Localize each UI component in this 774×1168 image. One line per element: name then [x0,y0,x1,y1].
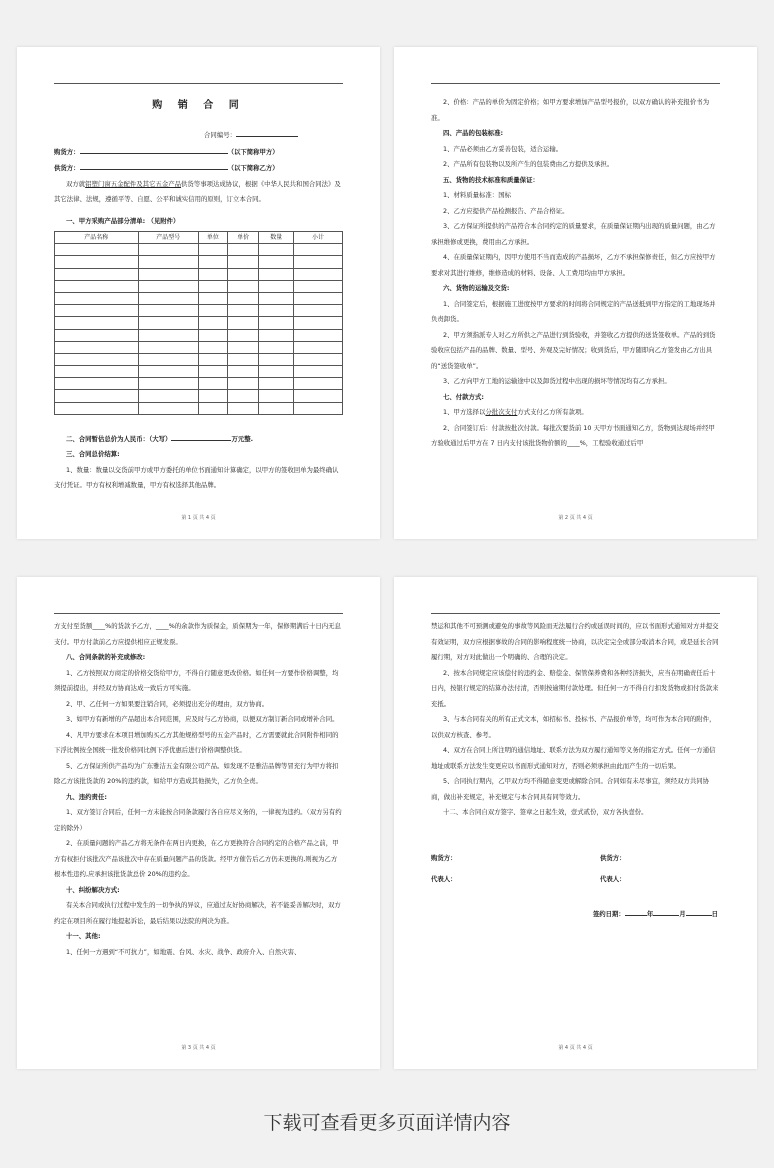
table-cell [55,292,139,304]
contract-no-label: 合同编号： [204,131,236,139]
table-row [55,292,343,304]
table-cell [138,280,198,292]
col-product-name: 产品名称 [55,232,139,244]
clause-9-1: 1、双方签订合同后，任何一方未能按合同条款履行各自应尽义务的，一律视为违约。（双方另有约定的除外） [54,808,342,832]
table-body [55,244,343,415]
page-footer: 第 4 页 共 4 页 [558,1045,593,1051]
section-9-heading: 九、违约责任: [66,792,107,801]
clause-11-2: 2、按本合同规定应该偿付的违约金、赔偿金、保管保养费和各种经济损失，应当在明确责任后十日内，按银行规定的结算办法付清，否则按逾期付款处理。但任何一方不得自行扣发货物或扣付货款来充抵。 [431,668,719,708]
table-cell [259,280,294,292]
table-cell [227,280,259,292]
table-header-row [55,232,343,244]
table-cell [227,341,259,353]
clause-3-1: 1、数量：数量以交货前甲方或甲方委托的单位书面通知计算确定，以甲方的签收回单为最终确认支付凭证。甲方有权利增减数量，甲方有权选择其他品牌。 [54,465,339,490]
table-cell [198,244,227,256]
seller-blank [80,160,228,170]
download-caption: 下载可查看更多页面详情内容 [263,1112,511,1134]
table-cell [198,268,227,280]
section-10-heading: 十、纠纷解决方式: [66,885,120,894]
clause-7-1 [431,405,720,421]
month-blank [653,906,679,916]
page-footer: 第 1 页 共 4 页 [181,515,216,521]
table-cell [198,280,227,292]
buyer-suffix: （以下简称甲方） [227,147,279,156]
buyer-row [54,144,343,161]
table-cell [259,305,294,317]
table-cell [138,390,198,402]
table-cell [294,317,343,329]
table-cell [198,317,227,329]
amount-row [54,431,343,448]
table-cell [55,353,139,365]
table-cell [198,256,227,268]
product-table [54,231,343,415]
table-cell [198,305,227,317]
amount-blank [171,431,231,441]
section-6-heading: 六、货物的运输及交货: [443,284,510,292]
table-cell [294,390,343,402]
table-cell [294,402,343,414]
table-cell [259,317,294,329]
table-cell [138,256,198,268]
table-cell [55,390,139,402]
table-cell [294,353,343,365]
clause-8-3: 3、如甲方有新增的产品超出本合同范围，应及时与乙方协商，以便双方制订新合同或增补合同。 [66,715,339,723]
table-cell [227,256,259,268]
table-cell [259,353,294,365]
clause-8-4: 4、凡甲方要求在本项目增加购买乙方其他规格型号的五金产品时，乙方需要就此合同附件相同的下浮比例按全国统一批发价格同比例下浮优惠后进行价格调整供货。 [54,730,339,754]
table-cell [55,268,139,280]
table-cell [138,305,198,317]
table-cell [138,329,198,341]
clause-8-1: 1、乙方按照双方商定的价格交货给甲方，不得自行随意更改价格。如任何一方要作价格调整，均须提前提出，并经双方协商达成一致后方可实施。 [54,668,339,692]
sign-date-row [431,906,720,923]
table-cell [138,292,198,304]
amount-suffix: 万元整. [231,434,254,443]
page-footer: 第 3 页 共 4 页 [181,1045,216,1051]
table-cell [55,329,139,341]
settlement-heading: 三、合同总价结算: [66,450,120,459]
signature-parties-row [431,851,720,867]
clause-7-2: 2、合同签订后：付款按批次付款。每批次要货前 10 天甲方书面通知乙方，货物到达现场并经甲方验收通过后甲方在 7 日内支付该批货物价额的____%，工程验收通过后甲 [431,423,715,447]
clause-7-1-c: 方式支付乙方所有款项。 [517,408,588,416]
table-cell [198,390,227,402]
table-cell [198,292,227,304]
section-7-heading: 七、付款方式: [443,392,484,401]
table-row [55,390,343,402]
day-label: 日 [711,909,718,918]
buyer-blank [80,144,228,154]
header-rule [431,613,720,614]
table-cell [227,305,259,317]
table-row [55,353,343,365]
table-cell [259,244,294,256]
table-row [55,305,343,317]
clause-11-4: 4、双方在合同上所注明的通信地址、联系方法为双方履行通知等义务的指定方式。任何一方通信地址或联系方法发生变更应以书面形式通知对方，否则必须承担由此而产生的一切后果。 [431,746,716,770]
col-subtotal: 小计 [294,232,343,244]
table-cell [294,256,343,268]
page4-continued-text: 禁运和其他不可预测或避免的事故等风险而无法履行合约或延误时间的，应以书面形式通知对方并提交有效证明，双方应根据事故的合同的影响程度统一协商，以决定完全或部分取消本合同，或是延长合同履行期，对方对此做出一个明确的、合理的决定。 [431,622,719,661]
table-cell [259,402,294,414]
table-cell [294,305,343,317]
seller-label: 供货方： [54,164,80,172]
day-blank [686,906,712,916]
table-cell [138,378,198,390]
sign-buyer-rep: 代表人： [431,875,457,883]
clause-8-2: 2、甲、乙任何一方如果要注销合同，必须提出充分的理由，双方协商。 [66,699,269,708]
table-cell [138,366,198,378]
clause-5-1: 1、材料质量标准：国标 [443,191,511,199]
table-cell [227,366,259,378]
table-cell [55,305,139,317]
table-cell [55,280,139,292]
clause-12: 十二、本合同自双方签字、签章之日起生效，壹式贰份，双方各执壹份。 [443,808,648,816]
clause-4-2: 2、产品所有包装物以及所产生的包装费由乙方提供及承担。 [443,160,614,168]
table-cell [227,353,259,365]
payment-method: 分批次支付 [485,408,518,416]
clause-3-2: 2、价格：产品的单价为固定价格；如甲方要求增加产品型号报价，以双方确认的补充报价书为准。 [431,98,710,122]
table-cell [198,353,227,365]
table-cell [198,341,227,353]
contract-no-row [54,127,343,144]
table-cell [138,268,198,280]
col-quantity: 数量 [259,232,294,244]
clause-11-1: 1、任何一方遇到“不可抗力”，如地震、台风、水灾、战争、政府介入、自然灾害、 [66,947,301,956]
clause-6-2: 2、甲方须指派专人对乙方所供之产品进行到货验收，并签收乙方提供的送货签收单。产品的到货验收应包括产品的品牌、数量、型号、外观及完好情况；收到货后，甲方随即向乙方签发由乙方出具的“送货签收单”。 [431,330,716,370]
table-row [55,402,343,414]
year-blank [625,906,647,916]
clause-5-3: 3、乙方保证所提供的产品符合本合同约定的质量要求，在质量保证期内出现的质量问题，由乙方承担维修或更换，费用由乙方承担。 [431,222,716,246]
contract-page-2 [394,47,757,539]
clause-6-3: 3、乙方向甲方工地的运输途中以及卸货过程中出现的损坏等情况均有乙方承担。 [443,377,671,385]
clause-8-5: 5、乙方保证所供产品均为广东雅洁五金有限公司产品。如发现不是雅洁品牌等冒充行为甲方将扣除乙方该批货款的 20%的违约款，如给甲方造成其他损失，乙方负全责。 [54,761,339,785]
table-cell [55,366,139,378]
table-cell [55,378,139,390]
clause-7-1-a: 1、甲方选择以 [443,408,486,416]
section-8-heading: 八、合同条款的补充或修改: [66,653,146,661]
seller-suffix: （以下简称乙方） [227,164,279,172]
sign-seller-rep: 代表人： [600,875,626,883]
table-cell [294,268,343,280]
table-cell [259,268,294,280]
table-cell [294,366,343,378]
header-rule [431,83,720,84]
table-cell [259,329,294,341]
table-cell [294,244,343,256]
table-cell [138,317,198,329]
table-cell [198,402,227,414]
amount-label: 二、合同暂估总价为人民币：（大写） [66,434,172,443]
table-cell [227,268,259,280]
table-cell [227,402,259,414]
table-cell [294,292,343,304]
intro-text-b: 供货等事项达成协议，根据《中华人民共和国合同法》及其它法律、法规，遵循平等、自愿、公平和诚实信用的原则，订立本合同。 [54,179,341,203]
clause-9-2: 2、在质量问题的产品乙方将无条件在两日内更换，在乙方更换符合合同约定的合格产品之前，甲方有权拒付该批次产品该批次中存在质量问题产品的货款。经甲方催告后乙方仍未更换的,则视为乙方根本性违约,应承担该批货款总价 20%的违约金。 [54,839,339,878]
table-cell [55,244,139,256]
list-heading: 一、甲方采购产品部分清单: （见附件） [66,216,180,225]
table-row [55,244,343,256]
month-label: 月 [679,909,686,918]
page3-continued-text: 方支付至货额____%的货款予乙方，____%的余款作为质保金，质保期为一年，保修期满后十日内无息支付。甲方付款前乙方应提供相应正规发票。 [54,622,341,646]
table-row [55,341,343,353]
table-cell [294,329,343,341]
clause-5-2: 2、乙方应提供产品检测报告、产品合格证。 [443,206,569,215]
buyer-label: 购货方： [54,147,80,156]
table-cell [55,256,139,268]
table-cell [55,317,139,329]
table-row [55,317,343,329]
table-cell [55,341,139,353]
table-row [55,329,343,341]
table-cell [259,256,294,268]
year-label: 年 [646,909,654,918]
contract-no-blank [236,127,298,137]
table-row [55,268,343,280]
table-row [55,256,343,268]
table-cell [138,353,198,365]
table-cell [227,329,259,341]
table-cell [259,366,294,378]
intro-product: 铝塑门窗五金配件及其它五金产品 [85,179,182,188]
table-cell [138,402,198,414]
table-cell [294,280,343,292]
signature-rep-row [431,872,720,888]
header-rule [54,613,343,614]
table-row [55,366,343,378]
intro-text-a: 双方就 [66,179,86,188]
table-cell [259,378,294,390]
table-cell [227,317,259,329]
intro-paragraph [54,177,343,208]
col-unit: 单位 [198,232,227,244]
table-cell [227,244,259,256]
clause-4-1: 1、产品必须由乙方妥善包装，适合运输。 [443,144,563,153]
clause-10: 有关本合同或执行过程中发生的一切争执的异议，应通过友好协商解决，若不能妥善解决时，双方约定在项目所在履行地提起诉讼，最后结果以法院的判决为准。 [54,901,341,925]
section-4-heading: 四、产品的包装标准: [443,129,504,137]
table-cell [294,378,343,390]
table-row [55,378,343,390]
col-product-model: 产品型号 [138,232,198,244]
clause-5-4: 4、在质量保证期内，因甲方使用不当而造成的产品损坏，乙方不承担保修责任，但乙方应按甲方要求对其进行维修，维修造成的材料、设备、人工费用均由甲方承担。 [431,253,716,277]
clause-6-1: 1、合同签定后，根据施工进度按甲方要求的时间将合同规定的产品送抵到甲方指定的工地现场并负责卸货。 [431,299,716,323]
table-cell [259,341,294,353]
contract-page-3 [17,577,380,1069]
contract-page-1 [17,47,380,539]
table-cell [198,366,227,378]
sign-date-label: 签约日期： [592,909,625,918]
table-cell [227,378,259,390]
table-cell [259,292,294,304]
table-cell [227,390,259,402]
clause-11-5: 5、合同执行期内，乙甲双方均不得随意变更或解除合同。合同如有未尽事宜，须经双方共同协商，做出补充规定，补充规定与本合同具有同等效力。 [431,777,710,801]
table-cell [227,292,259,304]
sign-buyer-label: 购货方： [431,853,457,862]
section-11-heading: 十一、其他: [66,932,101,940]
page-footer: 第 2 页 共 4 页 [558,515,593,521]
table-cell [259,390,294,402]
contract-title: 购 销 合 同 [152,100,245,111]
col-unit-price: 单价 [227,232,259,244]
table-cell [138,244,198,256]
table-cell [198,329,227,341]
table-cell [55,402,139,414]
seller-row [54,160,343,177]
sign-seller-label: 供货方： [600,853,626,862]
table-cell [138,341,198,353]
table-row [55,280,343,292]
header-rule [54,83,343,84]
table-cell [198,378,227,390]
contract-page-4 [394,577,757,1069]
clause-11-3: 3、与本合同有关的所有正式文本，如招标书、投标书、产品报价单等，均可作为本合同的附件，以供双方核查、参考。 [431,715,716,739]
table-cell [294,341,343,353]
section-5-heading: 五、货物的技术标准和质量保证： [443,175,539,184]
